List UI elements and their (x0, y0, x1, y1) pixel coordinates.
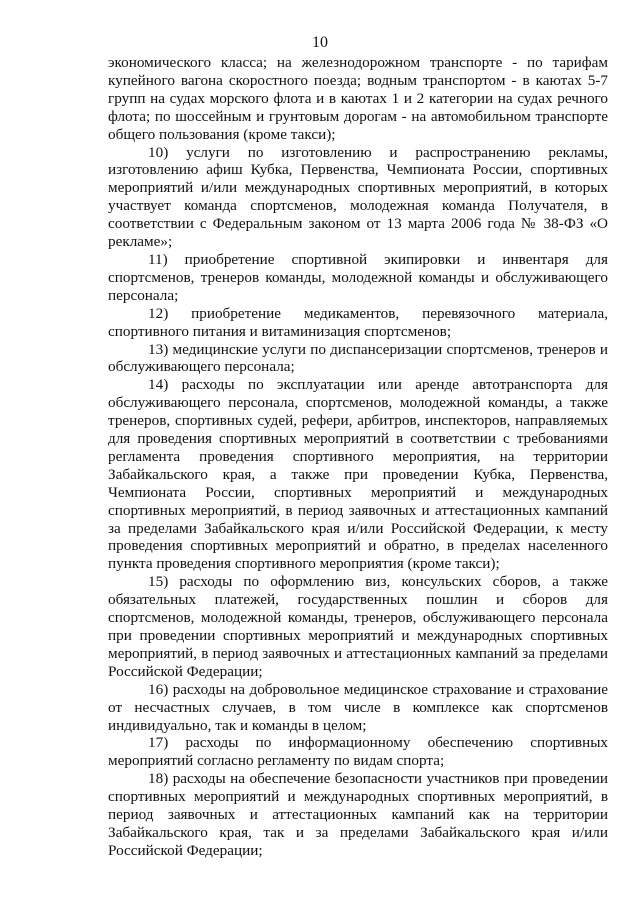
list-item-17: 17) расходы по информационному обеспечению спортивных мероприятий согласно регламенту по видам спорта; (108, 734, 608, 770)
list-item-15: 15) расходы по оформлению виз, консульских сборов, а также обязательных платежей, государственных пошлин и сборов для спортсменов, молодежной команды, тренеров, обслуживающего персонала при проведении спортивных мероприятий и международных спортивных мероприятий, в период заявочных и аттестационных кампаний за пределами Российской Федерации; (108, 573, 608, 680)
list-item-16: 16) расходы на добровольное медицинское страхование и страхование от несчастных случаев, в том числе в комплексе как спортсменов индивидуально, так и команды в целом; (108, 680, 608, 734)
page-number: 10 (312, 34, 328, 51)
list-item-18: 18) расходы на обеспечение безопасности участников при проведении спортивных мероприятий и международных спортивных мероприятий, в период заявочных и аттестационных кампаний как на территории Забайкальского края, так и за пределами Забайкальского края и/или Российской Федерации; (108, 770, 608, 859)
document-body (108, 54, 608, 860)
list-item-14: 14) расходы по эксплуатации или аренде автотранспорта для обслуживающего персонала, спортсменов, молодежной команды, а также тренеров, спортивных судей, рефери, арбитров, инспекторов, направляемых для проведения спортивных мероприятий в соответствии с требованиями регламента проведения спортивного мероприятия, на территории Забайкальского края, а также при проведении Кубка, Первенства, Чемпионата России, спортивных мероприятий и международных спортивных мероприятий, в период заявочных и аттестационных кампаний за пределами Забайкальского края и/или Российской Федерации, к месту проведения спортивных мероприятий и обратно, в пределах населенного пункта проведения спортивного мероприятия (кроме такси); (108, 376, 608, 573)
list-item-13: 13) медицинские услуги по диспансеризации спортсменов, тренеров и обслуживающего персонала; (108, 340, 608, 376)
list-item-10: 10) услуги по изготовлению и распространению рекламы, изготовлению афиш Кубка, Первенства, Чемпионата России, спортивных мероприятий и/или международных спортивных мероприятий, в которых участвует команда спортсменов, молодежная команда Получателя, в соответствии с Федеральным законом от 13 марта 2006 года № 38-ФЗ «О рекламе»; (108, 143, 608, 251)
paragraph-continuation: экономического класса; на железнодорожном транспорте - по тарифам купейного вагона скоростного поезда; водным транспортом - в каютах 5-7 групп на судах морского флота и в каютах 1 и 2 категории на судах речного флота; по шоссейным и грунтовым дорогам - на автомобильном транспорте общего пользования (кроме такси); (108, 54, 608, 143)
list-item-11: 11) приобретение спортивной экипировки и инвентаря для спортсменов, тренеров команды, молодежной команды и обслуживающего персонала; (108, 250, 608, 304)
list-item-12: 12) приобретение медикаментов, перевязочного материала, спортивного питания и витаминизация спортсменов; (108, 304, 608, 340)
